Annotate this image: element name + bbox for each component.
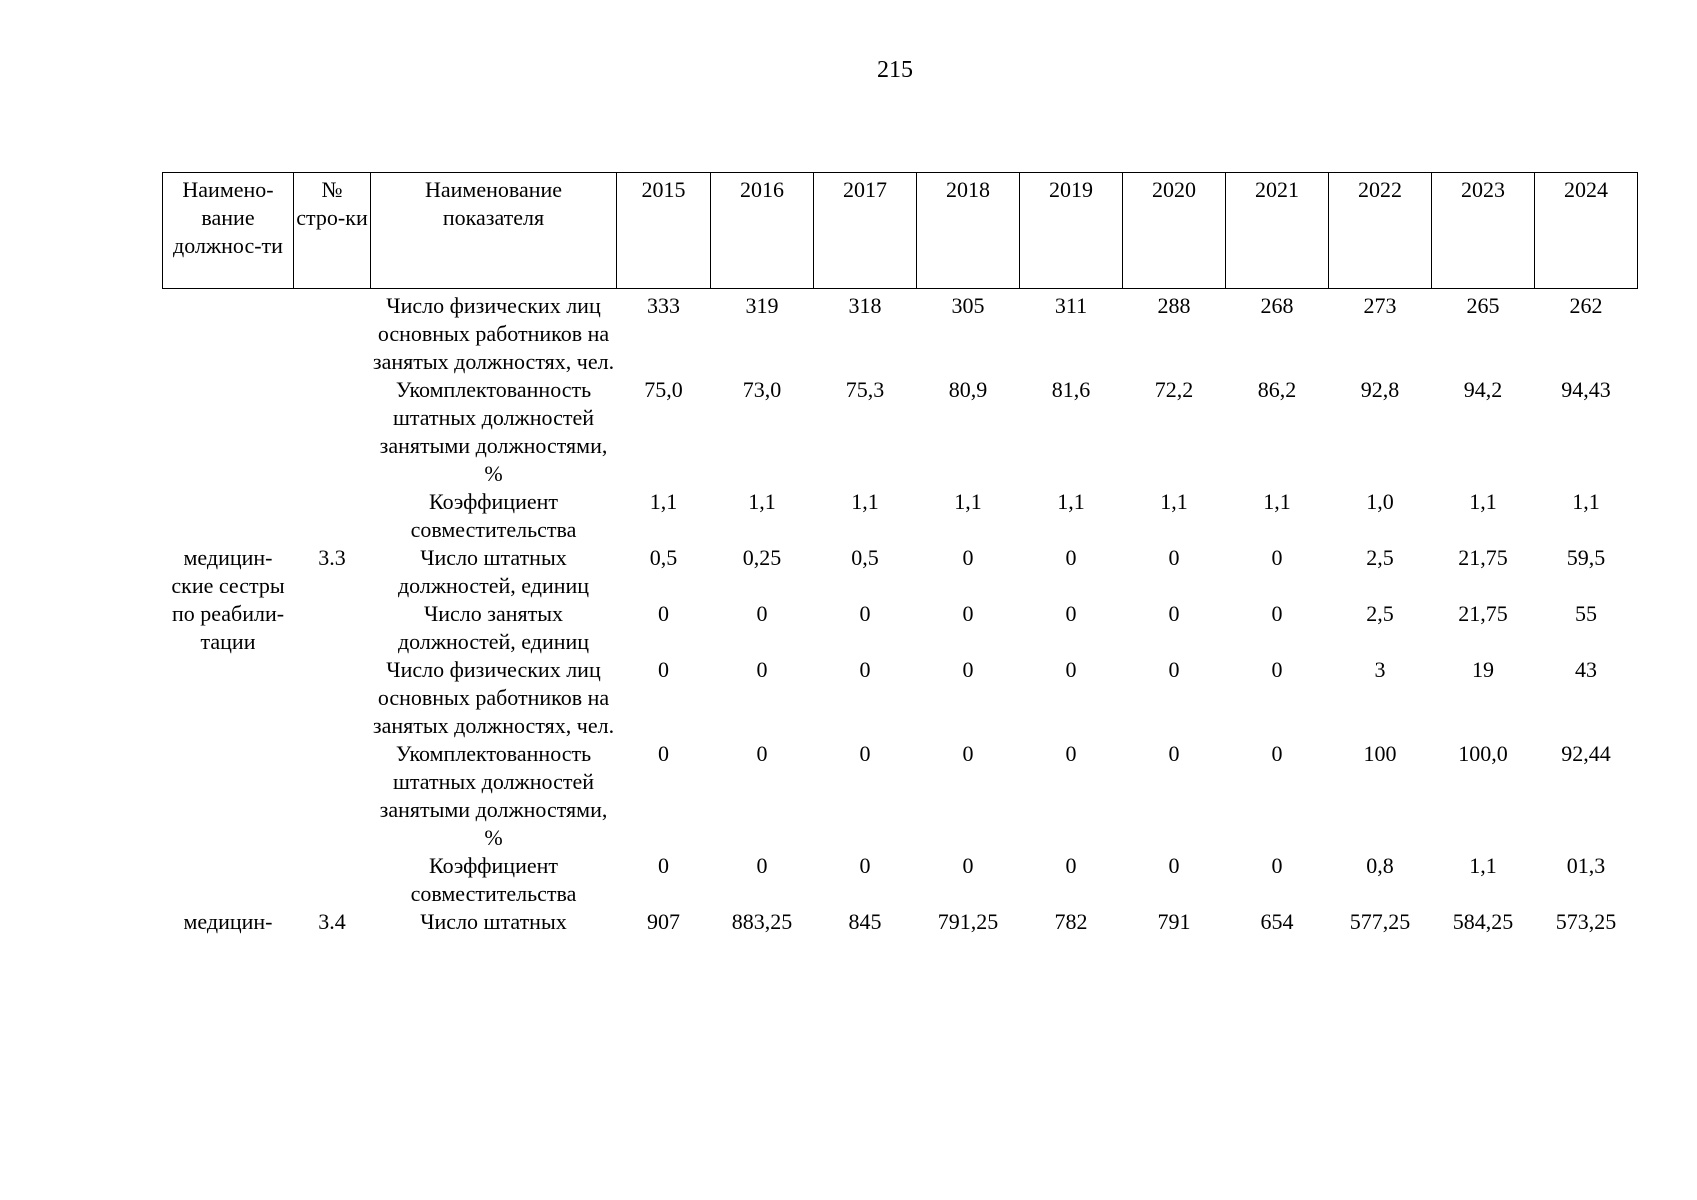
value-cell: 0 — [1168, 601, 1180, 626]
indicator-cell: Укомплектованность штатных должностей занятыми должностями, % — [379, 741, 608, 850]
value-cell: 1,1 — [649, 489, 678, 514]
value-cell: 845 — [848, 909, 882, 934]
position-cell — [163, 289, 294, 545]
col-header-year: 2019 — [1020, 173, 1123, 289]
position-cell: медицин- — [183, 909, 273, 934]
value-cell: 0 — [859, 657, 871, 682]
value-cell: 0,5 — [851, 545, 879, 570]
value-cell: 0 — [1065, 545, 1077, 570]
value-cell: 2,5 — [1366, 601, 1394, 626]
value-cell: 21,75 — [1458, 545, 1508, 570]
value-cell: 262 — [1569, 293, 1603, 318]
value-cell: 0 — [1065, 853, 1077, 878]
value-cell: 2,5 — [1366, 545, 1394, 570]
value-cell: 0 — [756, 657, 768, 682]
table-row — [163, 289, 1638, 377]
value-cell: 75,3 — [845, 377, 885, 402]
col-header-year: 2016 — [711, 173, 814, 289]
value-cell: 1,1 — [1469, 489, 1497, 514]
indicator-cell: Число штатных должностей, единиц — [397, 545, 590, 598]
col-header-year: 2017 — [814, 173, 917, 289]
col-header-year: 2024 — [1535, 173, 1638, 289]
value-cell: 268 — [1260, 293, 1294, 318]
staffing-table — [162, 172, 1638, 936]
value-cell: 0 — [1271, 545, 1283, 570]
indicator-cell: Число физических лиц основных работников на занятых должностях, чел. — [372, 293, 615, 374]
value-cell: 21,75 — [1458, 601, 1508, 626]
value-cell: 75,0 — [644, 377, 683, 402]
value-cell: 0 — [1168, 545, 1180, 570]
value-cell: 1,1 — [1469, 853, 1497, 878]
value-cell: 288 — [1157, 293, 1191, 318]
value-cell: 55 — [1575, 601, 1597, 626]
value-cell: 0 — [756, 601, 768, 626]
line-number-cell — [294, 289, 371, 545]
line-number-cell: 3.3 — [318, 545, 346, 570]
value-cell: 573,25 — [1555, 909, 1617, 934]
col-header-line-no: № стро-ки — [294, 173, 371, 289]
value-cell: 0 — [859, 853, 871, 878]
value-cell: 1,1 — [1263, 489, 1291, 514]
value-cell: 0 — [859, 601, 871, 626]
indicator-cell: Число штатных — [420, 909, 567, 934]
value-cell: 19 — [1472, 657, 1494, 682]
table-row — [163, 376, 1638, 488]
value-cell: 584,25 — [1452, 909, 1514, 934]
value-cell: 0 — [962, 741, 974, 766]
value-cell: 01,3 — [1566, 853, 1606, 878]
value-cell: 0 — [1271, 601, 1283, 626]
value-cell: 92,8 — [1360, 377, 1400, 402]
value-cell: 654 — [1260, 909, 1294, 934]
value-cell: 318 — [848, 293, 882, 318]
value-cell: 86,2 — [1257, 377, 1297, 402]
position-cell: медицин-ские сестры по реабили-тации — [171, 545, 285, 654]
table-row — [163, 656, 1638, 740]
value-cell: 72,2 — [1154, 377, 1194, 402]
value-cell: 1,1 — [954, 489, 982, 514]
value-cell: 0 — [1168, 657, 1180, 682]
table-row — [163, 740, 1638, 852]
value-cell: 0 — [658, 601, 669, 626]
value-cell: 311 — [1054, 293, 1088, 318]
value-cell: 0 — [962, 601, 974, 626]
value-cell: 0 — [756, 741, 768, 766]
value-cell: 0,8 — [1366, 853, 1394, 878]
col-header-year: 2023 — [1432, 173, 1535, 289]
value-cell: 1,1 — [1160, 489, 1188, 514]
value-cell: 0,5 — [649, 545, 678, 570]
value-cell: 0,25 — [742, 545, 782, 570]
table-row — [163, 544, 1638, 600]
value-cell: 0 — [1065, 601, 1077, 626]
col-header-year: 2022 — [1329, 173, 1432, 289]
col-header-year: 2021 — [1226, 173, 1329, 289]
value-cell: 59,5 — [1566, 545, 1606, 570]
value-cell: 0 — [1065, 741, 1077, 766]
table-header-row — [163, 173, 1638, 289]
value-cell: 0 — [756, 853, 768, 878]
value-cell: 3 — [1374, 657, 1386, 682]
value-cell: 265 — [1466, 293, 1500, 318]
value-cell: 80,9 — [948, 377, 988, 402]
value-cell: 0 — [962, 545, 974, 570]
value-cell: 92,44 — [1561, 741, 1611, 766]
value-cell: 0 — [658, 741, 669, 766]
value-cell: 1,1 — [1057, 489, 1085, 514]
value-cell: 73,0 — [742, 377, 782, 402]
value-cell: 0 — [962, 657, 974, 682]
page-number: 215 — [877, 57, 913, 83]
value-cell: 907 — [647, 909, 680, 934]
position-cell-empty — [163, 852, 294, 908]
value-cell: 0 — [1271, 741, 1283, 766]
value-cell: 1,0 — [1366, 489, 1394, 514]
value-cell: 305 — [951, 293, 985, 318]
value-cell: 94,2 — [1463, 377, 1503, 402]
value-cell: 100 — [1363, 741, 1397, 766]
table-row — [163, 908, 1638, 936]
indicator-cell: Укомплектованность штатных должностей занятыми должностями, % — [379, 377, 608, 486]
col-header-year: 2020 — [1123, 173, 1226, 289]
indicator-cell: Коэффициент совместительства — [410, 853, 577, 906]
value-cell: 0 — [658, 657, 669, 682]
line-number-cell-empty — [294, 740, 371, 852]
indicator-cell: Число занятых должностей, единиц — [397, 601, 590, 654]
value-cell: 319 — [745, 293, 779, 318]
value-cell: 0 — [1065, 657, 1077, 682]
col-header-year: 2018 — [917, 173, 1020, 289]
value-cell: 43 — [1575, 657, 1597, 682]
value-cell: 1,1 — [851, 489, 879, 514]
value-cell: 81,6 — [1051, 377, 1091, 402]
value-cell: 0 — [1168, 853, 1180, 878]
value-cell: 0 — [962, 853, 974, 878]
value-cell: 577,25 — [1349, 909, 1411, 934]
value-cell: 1,1 — [748, 489, 776, 514]
value-cell: 100,0 — [1458, 741, 1508, 766]
table-row — [163, 488, 1638, 544]
value-cell: 0 — [1168, 741, 1180, 766]
line-number-cell-empty — [294, 852, 371, 908]
table-row — [163, 600, 1638, 656]
table-row — [163, 852, 1638, 908]
value-cell: 0 — [1271, 853, 1283, 878]
col-header-indicator: Наименование показателя — [371, 173, 617, 289]
line-number-cell: 3.4 — [318, 909, 346, 934]
value-cell: 791,25 — [937, 909, 999, 934]
value-cell: 333 — [647, 293, 680, 318]
value-cell: 883,25 — [731, 909, 793, 934]
indicator-cell: Число физических лиц основных работников на занятых должностях, чел. — [372, 657, 615, 738]
value-cell: 273 — [1363, 293, 1397, 318]
value-cell: 0 — [658, 853, 669, 878]
value-cell: 782 — [1054, 909, 1088, 934]
value-cell: 94,43 — [1561, 377, 1611, 402]
value-cell: 0 — [859, 741, 871, 766]
col-header-position: Наимено-вание должнос-ти — [163, 173, 294, 289]
col-header-year: 2015 — [617, 173, 711, 289]
value-cell: 791 — [1157, 909, 1191, 934]
indicator-cell: Коэффициент совместительства — [410, 489, 577, 542]
value-cell: 0 — [1271, 657, 1283, 682]
position-cell-empty — [163, 740, 294, 852]
value-cell: 1,1 — [1572, 489, 1600, 514]
